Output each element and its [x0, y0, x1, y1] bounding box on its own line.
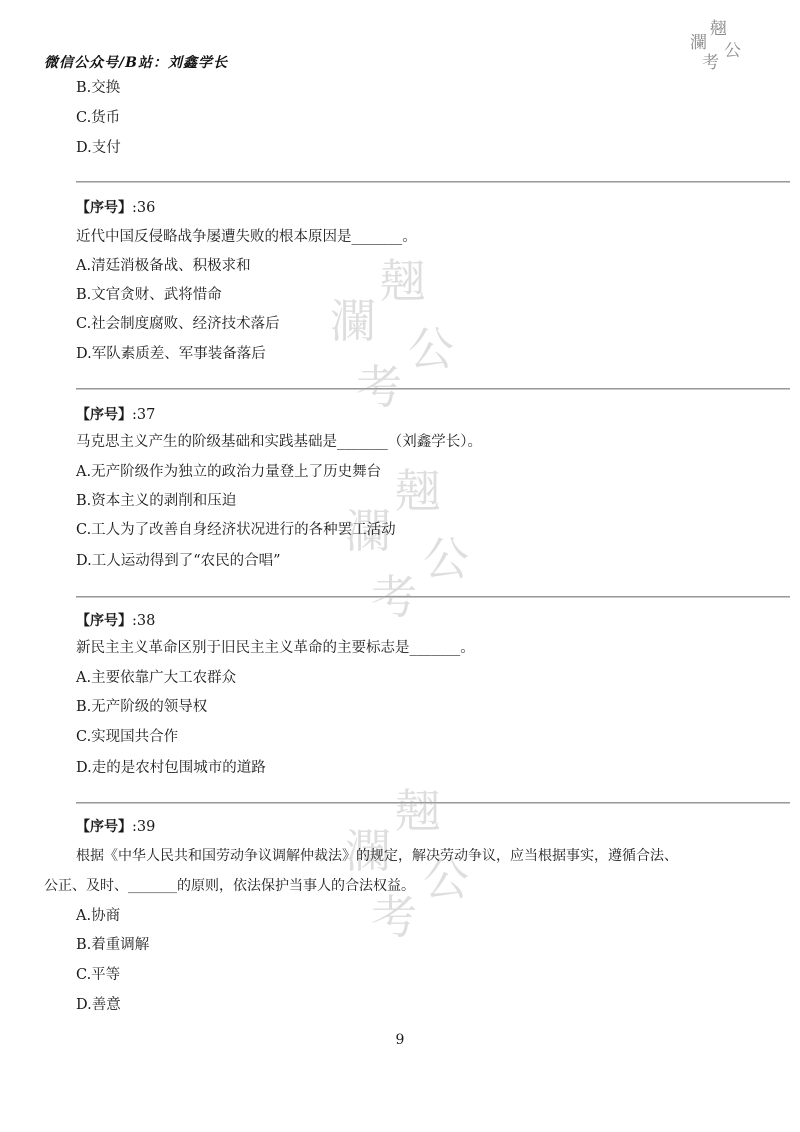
logo-char: 公	[724, 41, 741, 61]
question-header	[76, 611, 155, 631]
watermark-char: 考	[371, 890, 417, 944]
watermark-char: 考	[371, 570, 417, 624]
logo-char: 翹	[710, 19, 727, 39]
question-number: :37	[132, 407, 156, 423]
logo-char: 考	[702, 53, 719, 73]
separator	[76, 181, 790, 183]
option-text: B.文官贪财、武将惜命	[76, 287, 222, 303]
page-number: 9	[395, 1032, 405, 1048]
option-text: D.军队素质差、军事装备落后	[76, 346, 266, 362]
question-label: 【序号】	[76, 819, 132, 835]
option-text: A.清廷消极备战、积极求和	[76, 258, 251, 274]
question-label: 【序号】	[76, 613, 132, 629]
watermark-char: 考	[356, 360, 402, 414]
question-header	[76, 817, 155, 837]
option-text: B.交换	[76, 80, 121, 96]
option-text: A.协商	[76, 908, 121, 924]
watermark-char: 公	[423, 852, 469, 906]
logo-char: 瀾	[690, 33, 707, 53]
question-number: :39	[132, 819, 156, 835]
question-number: :38	[132, 613, 156, 629]
option-text: C.平等	[76, 967, 121, 983]
watermark-char: 翹	[380, 254, 426, 308]
question-label: 【序号】	[76, 200, 132, 216]
question-stem: 新民主主义革命区别于旧民主主义革命的主要标志是_______。	[76, 640, 475, 656]
option-text: C.实现国共合作	[76, 729, 179, 745]
watermark-char: 翹	[395, 464, 441, 518]
question-stem: 根据《中华人民共和国劳动争议调解仲裁法》的规定，解决劳动争议，应当根据事实，遵循合法、	[76, 848, 678, 864]
publisher-logo	[688, 14, 746, 74]
option-text: A.无产阶级作为独立的政治力量登上了历史舞台	[76, 464, 382, 480]
watermark	[330, 245, 470, 414]
option-text: C.货币	[76, 110, 121, 126]
question-stem: 近代中国反侵略战争屡遭失败的根本原因是_______。	[76, 229, 417, 245]
option-text: C.工人为了改善自身经济状况进行的各种罢工活动	[76, 522, 396, 538]
option-text: B.资本主义的剥削和压迫	[76, 493, 237, 509]
option-text: D.善意	[76, 997, 121, 1013]
header-text: 微信公众号/B站：刘鑫学长	[44, 55, 228, 71]
question-number: :36	[132, 200, 156, 216]
watermark-char: 瀾	[345, 824, 391, 878]
question-label: 【序号】	[76, 407, 132, 423]
option-text: C.社会制度腐败、经济技术落后	[76, 316, 280, 332]
watermark-char: 公	[408, 322, 454, 376]
option-text: B.无产阶级的领导权	[76, 699, 208, 715]
question-header	[76, 405, 155, 425]
question-header	[76, 198, 155, 218]
separator	[76, 596, 790, 598]
option-text: A.主要依靠广大工农群众	[76, 670, 237, 686]
question-stem: 马克思主义产生的阶级基础和实践基础是_______（刘鑫学长）。	[76, 434, 482, 450]
question-stem: 公正、及时、_______的原则，依法保护当事人的合法权益。	[44, 878, 415, 894]
option-text: D.工人运动得到了“农民的合唱”	[76, 553, 281, 569]
watermark-char: 翹	[395, 784, 441, 838]
watermark-char: 瀾	[345, 504, 391, 558]
separator	[76, 388, 790, 390]
separator	[76, 802, 790, 804]
watermark-char: 公	[423, 532, 469, 586]
watermark-char: 瀾	[330, 294, 376, 348]
option-text: B.着重调解	[76, 937, 150, 953]
option-text: D.走的是农村包围城市的道路	[76, 760, 266, 776]
option-text: D.支付	[76, 140, 121, 156]
